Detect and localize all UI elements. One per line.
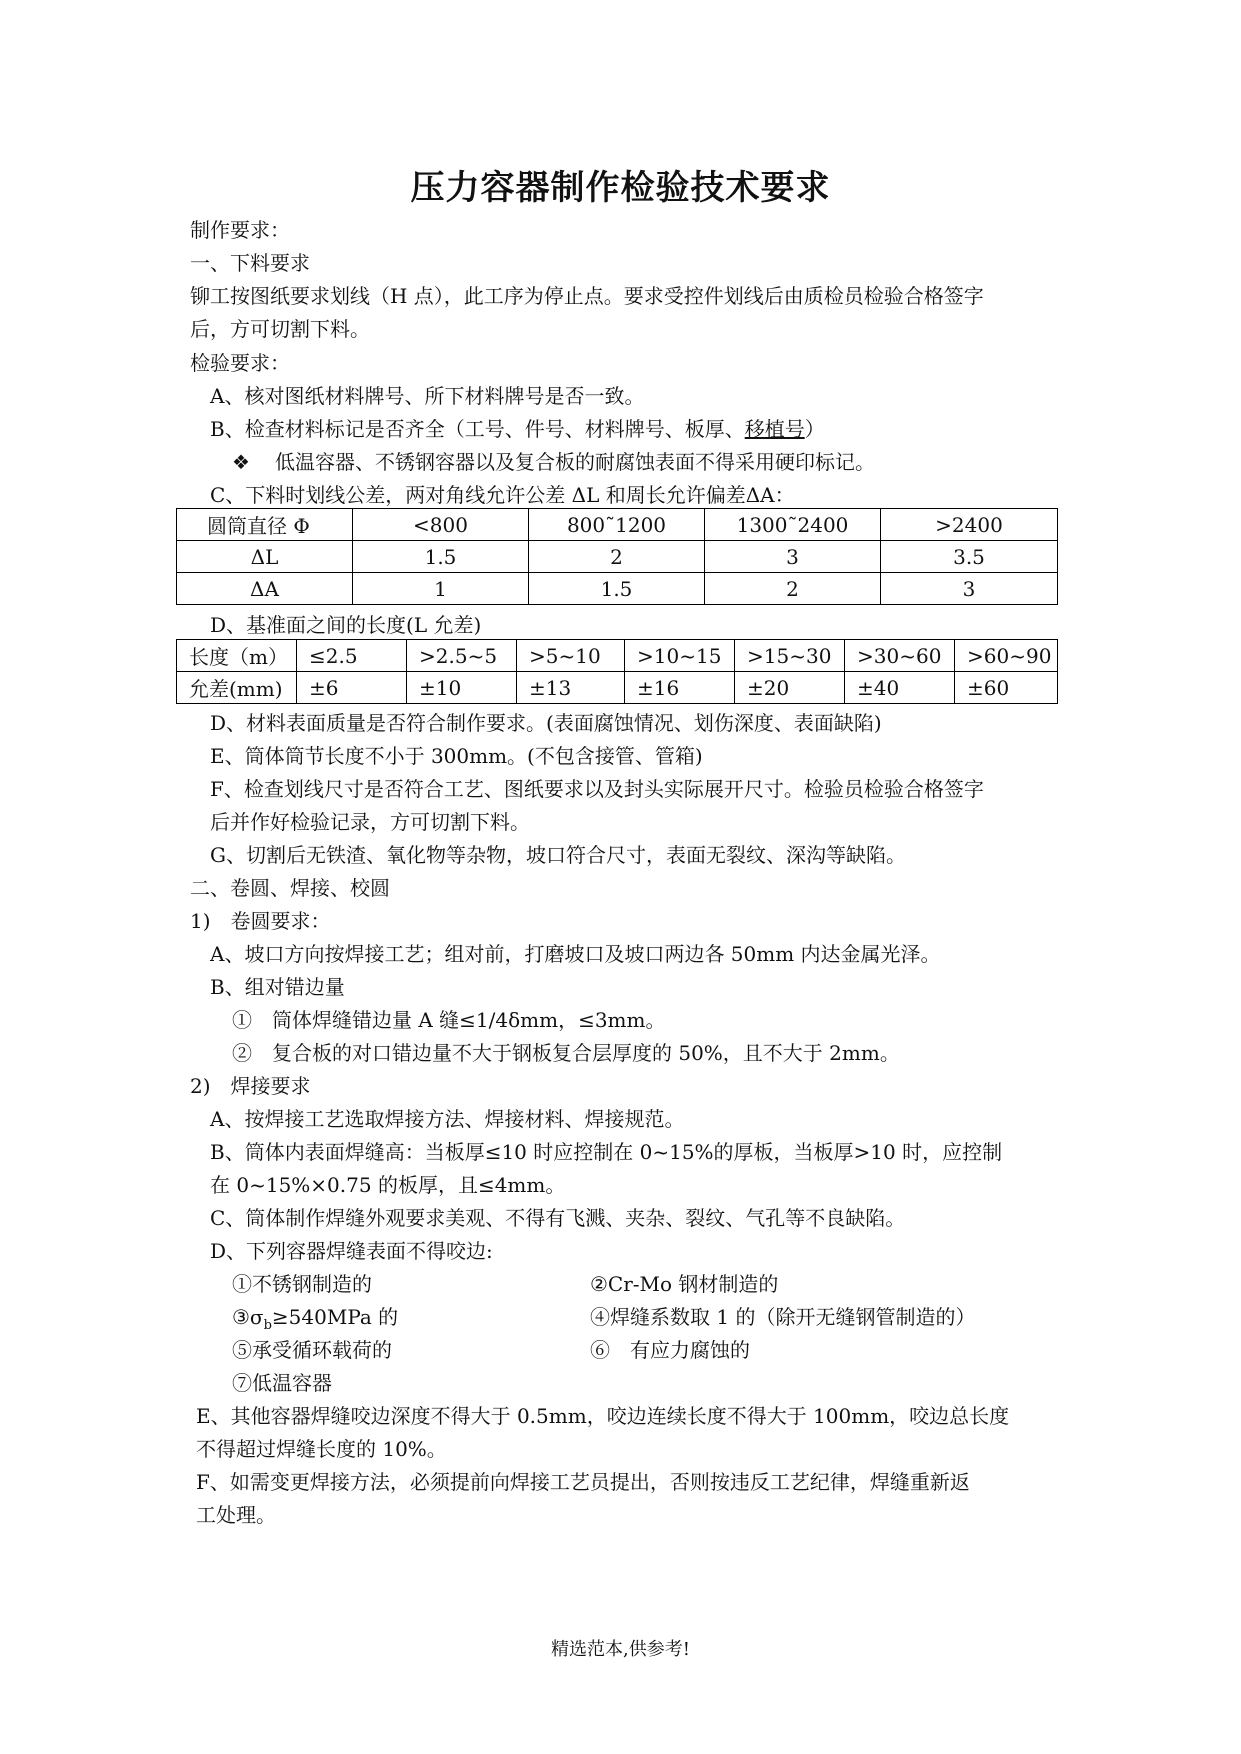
table-cell: >60~90 <box>955 640 1058 672</box>
table-row <box>177 672 1058 704</box>
bullet-text: 低温容器、不锈钢容器以及复合板的耐腐蚀表面不得采用硬印标记。 <box>275 450 875 474</box>
table-cell: ≤2.5 <box>297 640 407 672</box>
sub2-item-e-line-2: 不得超过焊缝长度的 10%。 <box>196 1437 447 1461</box>
sigma-subscript: b <box>263 1318 272 1333</box>
table-cell: >10~15 <box>625 640 735 672</box>
table-cell: ±6 <box>297 672 407 704</box>
item-f-line-2: 后并作好检验记录，方可切割下料。 <box>210 810 530 834</box>
length-tolerance-table <box>176 639 1058 704</box>
table-cell: ΔA <box>177 573 353 605</box>
table-cell: >2.5~5 <box>407 640 517 672</box>
table-row <box>177 541 1058 573</box>
page-title: 压力容器制作检验技术要求 <box>410 168 831 208</box>
table-cell: 800˜1200 <box>529 509 705 541</box>
table-header-row <box>177 640 1058 672</box>
item-b-suffix: ） <box>804 417 825 441</box>
item-b-underlined: 移植号 <box>744 417 805 441</box>
item-d-length: D、基准面之间的长度(L 允差) <box>210 613 482 637</box>
item-e: E、筒体筒节长度不小于 300mm。(不包含接管、管箱) <box>210 744 703 768</box>
sub1-item-b: B、组对错边量 <box>210 975 345 999</box>
list-item: ⑤承受循环载荷的 <box>232 1338 392 1362</box>
section-1-paragraph-line-2: 后，方可切割下料。 <box>190 317 370 341</box>
table-cell: ΔL <box>177 541 353 573</box>
table-cell: 2 <box>529 541 705 573</box>
table-cell: 3.5 <box>881 541 1058 573</box>
item-g: G、切割后无铁渣、氧化物等杂物，坡口符合尺寸，表面无裂纹、深沟等缺陷。 <box>210 843 906 867</box>
table-cell: 1300˜2400 <box>705 509 881 541</box>
item-f-line-1: F、检查划线尺寸是否符合工艺、图纸要求以及封头实际展开尺寸。检验员检验合格签字 <box>210 777 984 801</box>
section-1-heading: 一、下料要求 <box>190 251 310 275</box>
page-footer: 精选范本,供参考! <box>551 1639 690 1660</box>
table-cell: ±40 <box>845 672 955 704</box>
inspection-heading: 检验要求： <box>190 351 290 375</box>
list-item: ⑦低温容器 <box>232 1371 332 1395</box>
item-b-prefix: B、检查材料标记是否齐全（工号、件号、材料牌号、板厚、 <box>210 417 745 441</box>
intro-label: 制作要求： <box>190 218 290 242</box>
table-cell: <800 <box>353 509 529 541</box>
table-cell: ±60 <box>955 672 1058 704</box>
sub2-item-b-line-1: B、筒体内表面焊缝高：当板厚≤10 时应控制在 0~15%的厚板，当板厚>10 时，应控制 <box>210 1140 1003 1164</box>
table-header-row <box>177 509 1058 541</box>
list-item: ⑥ 有应力腐蚀的 <box>590 1338 750 1362</box>
diamond-bullet-icon: ❖ <box>232 450 250 474</box>
table-cell: >15~30 <box>735 640 845 672</box>
table-cell: 3 <box>881 573 1058 605</box>
list-item-rest: ≥540MPa 的 <box>271 1305 399 1329</box>
sub1-item-b-2: ② 复合板的对口错边量不大于钢板复合层厚度的 50%，且不大于 2mm。 <box>232 1041 900 1065</box>
table-cell: ±10 <box>407 672 517 704</box>
sub2-item-d: D、下列容器焊缝表面不得咬边: <box>210 1239 493 1263</box>
table-row <box>177 573 1058 605</box>
sub2-item-b-line-2: 在 0~15%×0.75 的板厚，且≤4mm。 <box>210 1173 566 1197</box>
sub2-item-a: A、按焊接工艺选取焊接方法、焊接材料、焊接规范。 <box>210 1107 685 1131</box>
sub1-item-b-1: ① 筒体焊缝错边量 A 缝≤1/4δmm，≤3mm。 <box>232 1008 666 1032</box>
table-cell: 1 <box>353 573 529 605</box>
table-cell: 允差(mm) <box>177 672 297 704</box>
sigma-symbol: ③σ <box>232 1305 264 1329</box>
list-item <box>232 1304 398 1339</box>
item-c: C、下料时划线公差，两对角线允许公差 ΔL 和周长允许偏差ΔA： <box>210 483 795 507</box>
table-cell: ±13 <box>517 672 625 704</box>
sub2-item-f-line-1: F、如需变更焊接方法，必须提前向焊接工艺员提出，否则按违反工艺纪律，焊缝重新返 <box>196 1470 970 1494</box>
sub1-item-a: A、坡口方向按焊接工艺；组对前，打磨坡口及坡口两边各 50mm 内达金属光泽。 <box>210 942 941 966</box>
subsection-1-heading: 1) 卷圆要求： <box>190 909 331 933</box>
table-cell: 3 <box>705 541 881 573</box>
table-cell: >2400 <box>881 509 1058 541</box>
table-cell: ±16 <box>625 672 735 704</box>
table-cell: >30~60 <box>845 640 955 672</box>
table-cell: 1.5 <box>353 541 529 573</box>
item-b <box>210 416 825 442</box>
item-d-surface: D、材料表面质量是否符合制作要求。(表面腐蚀情况、划伤深度、表面缺陷) <box>210 711 882 735</box>
list-item: ④焊缝系数取 1 的（除开无缝钢管制造的） <box>590 1305 976 1329</box>
table-cell: 长度（m） <box>177 640 297 672</box>
table-cell: 2 <box>705 573 881 605</box>
table-cell: 1.5 <box>529 573 705 605</box>
table-cell: >5~10 <box>517 640 625 672</box>
table-cell: 圆筒直径 Φ <box>177 509 353 541</box>
sub2-item-e-line-1: E、其他容器焊缝咬边深度不得大于 0.5mm，咬边连续长度不得大于 100mm，咬边总长度 <box>196 1404 1010 1428</box>
sub2-item-c: C、筒体制作焊缝外观要求美观、不得有飞溅、夹杂、裂纹、气孔等不良缺陷。 <box>210 1206 906 1230</box>
list-item: ②Cr-Mo 钢材制造的 <box>590 1272 779 1296</box>
section-2-heading: 二、卷圆、焊接、校圆 <box>190 876 390 900</box>
table-cell: ±20 <box>735 672 845 704</box>
section-1-paragraph-line-1: 铆工按图纸要求划线（H 点），此工序为停止点。要求受控件划线后由质检员检验合格签字 <box>190 284 984 308</box>
subsection-2-heading: 2) 焊接要求 <box>190 1074 311 1098</box>
item-a: A、核对图纸材料牌号、所下材料牌号是否一致。 <box>210 384 645 408</box>
list-item: ①不锈钢制造的 <box>232 1272 372 1296</box>
sub2-item-f-line-2: 工处理。 <box>196 1503 276 1527</box>
tolerance-table <box>176 508 1058 605</box>
